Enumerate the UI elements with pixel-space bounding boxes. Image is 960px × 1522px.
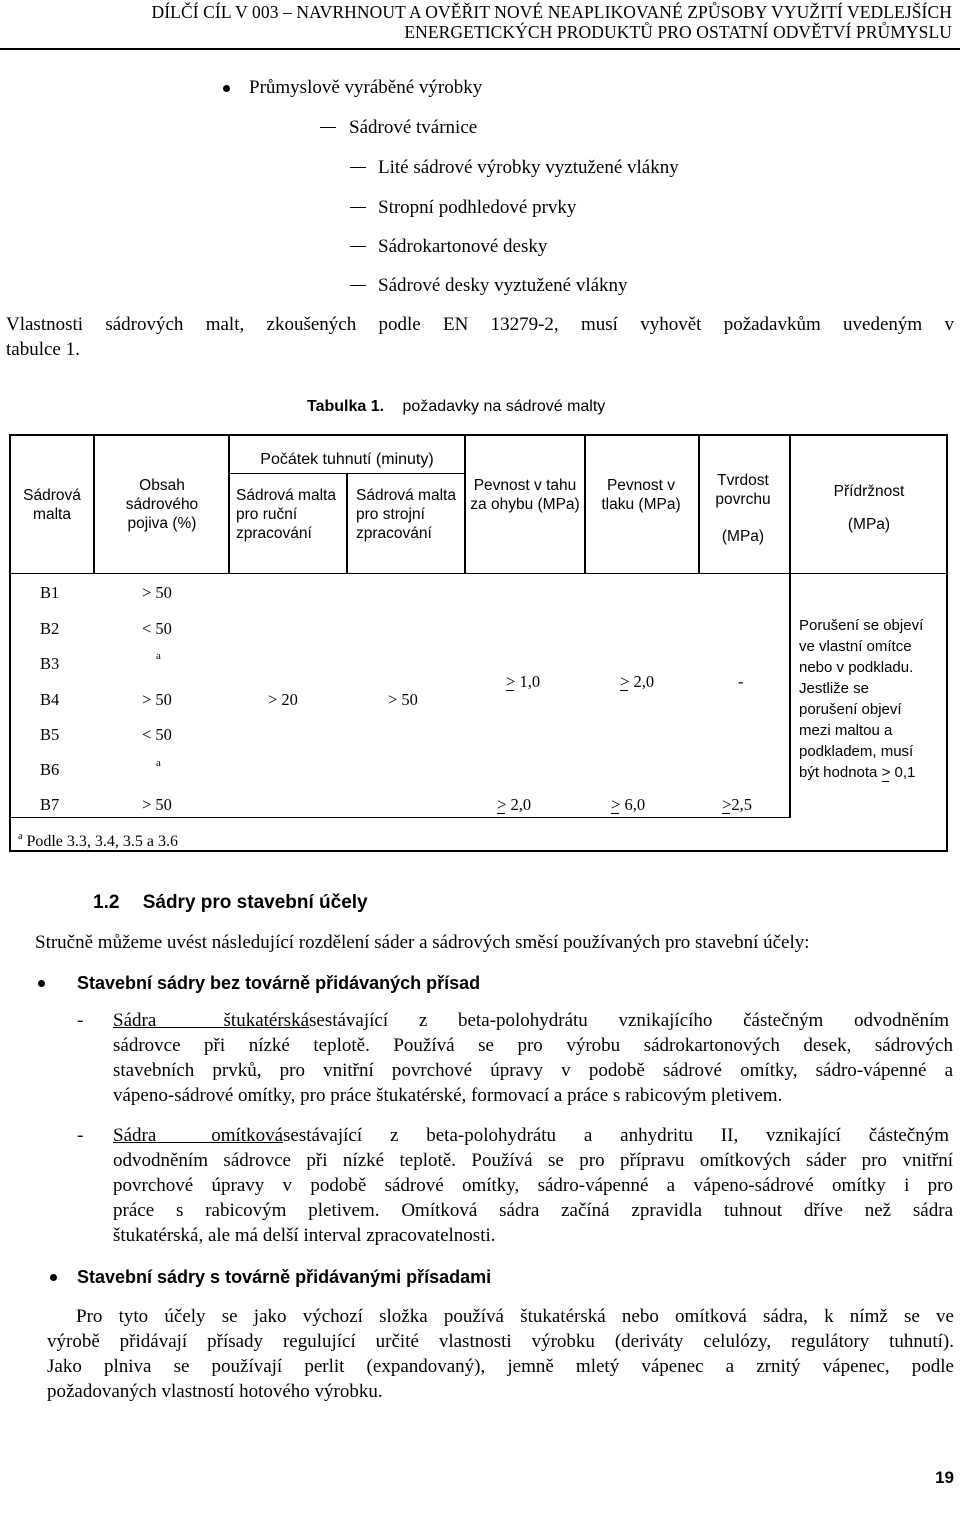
- table-caption-text: požadavky na sádrové malty: [402, 398, 606, 415]
- th-tvrdost: Tvrdost povrchu: [715, 472, 771, 508]
- ge-sign: >: [506, 672, 516, 691]
- list-sub-text: Sádrové tvárnice: [349, 117, 478, 138]
- ge-sign: >: [497, 795, 507, 814]
- bullet-dot: [223, 85, 230, 92]
- list-subsub-text: Lité sádrové výrobky vyztužené vlákny: [378, 157, 679, 178]
- cell-b7-tah-value: 2,0: [510, 795, 532, 814]
- final-paragraph: [47, 1304, 954, 1404]
- table-caption-label: Tabulka 1.: [307, 398, 385, 415]
- header-line-1: DÍLČÍ CÍL V 003 – NAVRHNOUT A OVĚŘIT NOVÉ NEAPLIKOVANÉ ZPŮSOBY VYUŽITÍ VEDLEJŠÍCH: [151, 2, 952, 22]
- header-rule: [0, 48, 960, 50]
- list-subsub-text: Sádrové desky vyztužené vlákny: [378, 275, 628, 296]
- item2-line: sestávající z beta-polohydrátu a anhydritu II, vznikající částečným: [283, 1125, 949, 1146]
- table-caption: [307, 398, 605, 416]
- row-obsah: > 50: [142, 583, 172, 602]
- final-line: požadovaných vlastností hotového výrobku.: [47, 1381, 383, 1402]
- item2-paragraph: [113, 1123, 953, 1248]
- bullet-heading: Stavební sádry bez továrně přidávaných přísad: [77, 973, 481, 993]
- intro-paragraph: [6, 312, 954, 362]
- item2-line: povrchové úpravy v podobě sádrové omítky, sádro-vápenné a vápeno-sádrové omítky i pro: [113, 1175, 953, 1196]
- row-obsah-footnote: a: [156, 757, 161, 769]
- row-obsah-footnote: a: [156, 650, 161, 662]
- ge-sign: >: [611, 795, 621, 814]
- list-subsub-text: Sádrokartonové desky: [378, 236, 548, 257]
- ge-sign: >: [620, 672, 630, 691]
- item1-line: vápeno-sádrové omítky, pro práce štukatérské, formovací a práce s rabicovým pletivem.: [113, 1085, 783, 1106]
- pridrznost-line: mezi maltou a: [799, 722, 893, 739]
- cell-strojni: > 50: [388, 690, 418, 709]
- pridrznost-line: podkladem, musí: [799, 743, 914, 760]
- pridrznost-line-last: být hodnota > 0,1: [799, 764, 916, 781]
- list-bullet-text: Průmyslově vyráběné výrobky: [249, 77, 483, 98]
- pridrznost-line: Porušení se objeví: [799, 617, 924, 634]
- final-line: Jako plniva se používají perlit (expandovaný), jemně mletý vápenec a zrnitý vápenec, podle: [47, 1356, 954, 1377]
- table-divider: [698, 434, 700, 574]
- final-line: výrobě přidávají přísady regulující určité vlastnosti výrobku (deriváty celulózy, regulátory tuhnutí).: [47, 1331, 954, 1352]
- th-pevnost-tlak: Pevnost v tlaku (MPa): [601, 477, 681, 513]
- dash-marker: [350, 207, 366, 208]
- row-type: B7: [40, 795, 60, 814]
- dash-marker: [320, 127, 336, 128]
- item-dash: -: [77, 1125, 84, 1146]
- cell-tlak: [620, 672, 654, 692]
- cell-tlak-value: 2,0: [633, 672, 655, 691]
- row-type: B6: [40, 760, 60, 779]
- section-heading: [93, 892, 368, 914]
- final-line: Pro tyto účely se jako výchozí složka používá štukatérská nebo omítková sádra, k nímž se ve: [76, 1306, 954, 1327]
- item2-line: štukatérská, ale má delší interval zpracovatelnosti.: [113, 1225, 496, 1246]
- bullet-dot: [50, 1274, 57, 1281]
- table-footnote: [18, 832, 178, 854]
- page-number: 19: [935, 1468, 954, 1487]
- th-pridrznost: Přídržnost: [833, 483, 905, 500]
- table-divider: [789, 434, 791, 818]
- row-obsah: > 50: [142, 795, 172, 814]
- section-intro: Stručně můžeme uvést následující rozdělení sáder a sádrových směsí používaných pro stavební účely:: [35, 932, 810, 953]
- cell-rucni: > 20: [268, 690, 298, 709]
- th-pridrznost-unit: (MPa): [847, 516, 891, 533]
- ge-sign: >: [881, 764, 891, 781]
- footnote-text: Podle 3.3, 3.4, 3.5 a 3.6: [26, 833, 178, 850]
- cell-b7-tvrdost: [722, 795, 752, 815]
- table-divider: [9, 817, 791, 818]
- row-obsah: < 50: [142, 725, 172, 744]
- pridrznost-line: ve vlastní omítce: [799, 638, 912, 655]
- intro-line: tabulce 1.: [6, 339, 80, 360]
- cell-tvrdost: -: [738, 672, 744, 691]
- item2-line: práce s rabicovým pletivem. Omítková sádra začíná zpravidla tuhnout dříve než sádra: [113, 1200, 953, 1221]
- cell-tah: [506, 672, 540, 692]
- row-obsah: < 50: [142, 619, 172, 638]
- item2-term: Sádra omítková: [113, 1125, 283, 1146]
- bullet-heading: Stavební sádry s továrně přidávanými přísadami: [77, 1267, 492, 1287]
- table-divider: [93, 434, 95, 574]
- table-divider: [584, 434, 586, 574]
- cell-b7-tlak: [611, 795, 645, 815]
- cell-b7-tah: [497, 795, 531, 815]
- th-tvrdost-unit: (MPa): [721, 528, 765, 545]
- item-dash: -: [77, 1010, 84, 1031]
- th-strojni: Sádrová malta pro strojní zpracování: [356, 487, 456, 542]
- item1-line: stavebních prvků, pro vnitřní povrchové úpravy v podobě sádrové omítky, sádro-vápenné a: [113, 1060, 953, 1081]
- row-type: B3: [40, 654, 60, 673]
- intro-line: Vlastnosti sádrových malt, zkoušených podle EN 13279-2, musí vyhovět požadavkům uvedeným v: [6, 314, 954, 335]
- row-type: B5: [40, 725, 60, 744]
- th-obsah: Obsah sádrového pojiva (%): [125, 477, 199, 532]
- pridrznost-line: porušení objeví: [799, 701, 902, 718]
- th-pevnost-tah: Pevnost v tahu za ohybu (MPa): [470, 477, 580, 513]
- dash-marker: [350, 246, 366, 247]
- pridrznost-line: Jestliže se: [799, 680, 870, 697]
- cell-tah-value: 1,0: [519, 672, 541, 691]
- item1-line: sestávající z beta-polohydrátu vznikajícího částečným odvodněním: [309, 1010, 949, 1031]
- document-header: [22, 2, 952, 42]
- th-rucni: Sádrová malta pro ruční zpracování: [236, 487, 336, 542]
- table-divider: [464, 434, 466, 574]
- th-sadrova-malta: Sádrová malta: [23, 487, 81, 523]
- bullet-dot: [38, 980, 45, 987]
- header-line-2: ENERGETICKÝCH PRODUKTŮ PRO OSTATNÍ ODVĚTVÍ PRŮMYSLU: [404, 22, 952, 42]
- cell-b7-tvrdost-value: 2,5: [731, 795, 752, 814]
- item1-line: sádrovce při nízké teplotě. Používá se pro výrobu sádrokartonových desek, sádrových: [113, 1035, 953, 1056]
- table-divider: [228, 473, 464, 474]
- section-number: 1.2: [93, 892, 120, 913]
- item1-paragraph: [113, 1008, 953, 1108]
- item2-line: odvodněním sádrovce při nízké teplotě. Používá se pro přípravu omítkových sáder pro vnitřní: [113, 1150, 953, 1171]
- table-divider: [346, 474, 348, 574]
- pridrznost-line: nebo v podkladu.: [799, 659, 914, 676]
- list-subsub-text: Stropní podhledové prvky: [378, 197, 577, 218]
- ge-sign: >: [722, 795, 732, 814]
- table-divider: [228, 434, 230, 574]
- th-pocatek: Počátek tuhnutí (minuty): [260, 451, 434, 468]
- row-type: B2: [40, 619, 60, 638]
- row-obsah: > 50: [142, 690, 172, 709]
- footnote-mark: a: [18, 831, 23, 842]
- row-type: B1: [40, 583, 60, 602]
- dash-marker: [350, 285, 366, 286]
- item1-term: Sádra štukatérská: [113, 1010, 309, 1031]
- dash-marker: [350, 167, 366, 168]
- cell-pridrznost: [799, 615, 923, 783]
- row-type: B4: [40, 690, 60, 709]
- table-divider: [9, 573, 948, 574]
- section-title: Sádry pro stavební účely: [142, 892, 368, 913]
- cell-b7-tlak-value: 6,0: [624, 795, 646, 814]
